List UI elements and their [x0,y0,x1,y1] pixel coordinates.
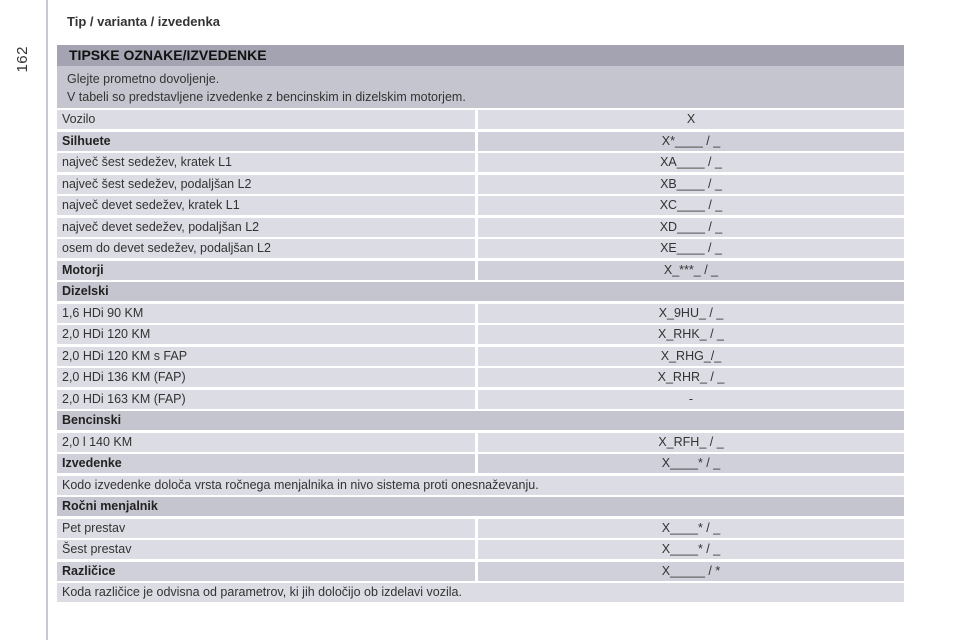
row-code: XE____ / _ [478,239,904,258]
row-label: največ šest sedežev, podaljšan L2 [57,175,475,194]
row-code: XD____ / _ [478,218,904,237]
row-code: XB____ / _ [478,175,904,194]
row-code: X____* / _ [478,540,904,559]
row-code: X_____ / * [478,562,904,581]
section-label: Ročni menjalnik [57,497,904,516]
section-label: Bencinski [57,411,904,430]
row-label: Vozilo [57,110,475,129]
row-label: 2,0 HDi 120 KM s FAP [57,347,475,366]
codes-table [57,110,904,602]
table-section-row [57,411,904,430]
table-row [57,433,904,452]
table-group-row [57,454,904,473]
table-section-row [57,497,904,516]
table-group-row [57,261,904,280]
table-note-row [57,476,904,495]
table-row [57,218,904,237]
intro-line: V tabeli so predstavljene izvedenke z bencinskim in dizelskim motorjem. [67,90,466,104]
table-row [57,368,904,387]
row-label: 1,6 HDi 90 KM [57,304,475,323]
row-label: osem do devet sedežev, podaljšan L2 [57,239,475,258]
row-code: - [478,390,904,409]
row-label: Izvedenke [57,454,475,473]
row-code: X_RHR_ / _ [478,368,904,387]
row-code: XA____ / _ [478,153,904,172]
row-code: X_9HU_ / _ [478,304,904,323]
row-code: X_***_ / _ [478,261,904,280]
section-intro [57,66,904,108]
row-label: največ devet sedežev, podaljšan L2 [57,218,475,237]
page-header-title: Tip / varianta / izvedenka [67,14,220,29]
row-label: največ devet sedežev, kratek L1 [57,196,475,215]
row-label: 2,0 l 140 KM [57,433,475,452]
row-code: X____* / _ [478,454,904,473]
table-row [57,347,904,366]
table-row [57,390,904,409]
row-label: Različice [57,562,475,581]
row-code: X____* / _ [478,519,904,538]
row-label: Pet prestav [57,519,475,538]
table-row [57,110,904,129]
row-label: Šest prestav [57,540,475,559]
left-margin-rule [46,0,48,640]
table-group-row [57,562,904,581]
row-code: XC____ / _ [478,196,904,215]
intro-line: Glejte prometno dovoljenje. [67,72,220,86]
table-row [57,540,904,559]
row-label: Silhuete [57,132,475,151]
table-row [57,196,904,215]
row-label: 2,0 HDi 163 KM (FAP) [57,390,475,409]
table-group-row [57,132,904,151]
row-label: 2,0 HDi 120 KM [57,325,475,344]
table-row [57,304,904,323]
section-label: Dizelski [57,282,904,301]
row-code: X_RHK_ / _ [478,325,904,344]
note-text: Koda različice je odvisna od parametrov, ki jih določijo ob izdelavi vozila. [57,583,904,602]
table-row [57,175,904,194]
table-row [57,325,904,344]
table-row [57,153,904,172]
type-codes-section [57,45,904,605]
row-code: X [478,110,904,129]
table-section-row [57,282,904,301]
row-code: X*____ / _ [478,132,904,151]
row-label: Motorji [57,261,475,280]
row-code: X_RHG_/_ [478,347,904,366]
table-row [57,519,904,538]
section-title: TIPSKE OZNAKE/IZVEDENKE [57,45,904,66]
row-label: 2,0 HDi 136 KM (FAP) [57,368,475,387]
row-label: največ šest sedežev, kratek L1 [57,153,475,172]
row-code: X_RFH_ / _ [478,433,904,452]
page-number: 162 [14,46,31,73]
table-row [57,239,904,258]
note-text: Kodo izvedenke določa vrsta ročnega menjalnika in nivo sistema proti onesnaževanju. [57,476,904,495]
table-note-row [57,583,904,602]
